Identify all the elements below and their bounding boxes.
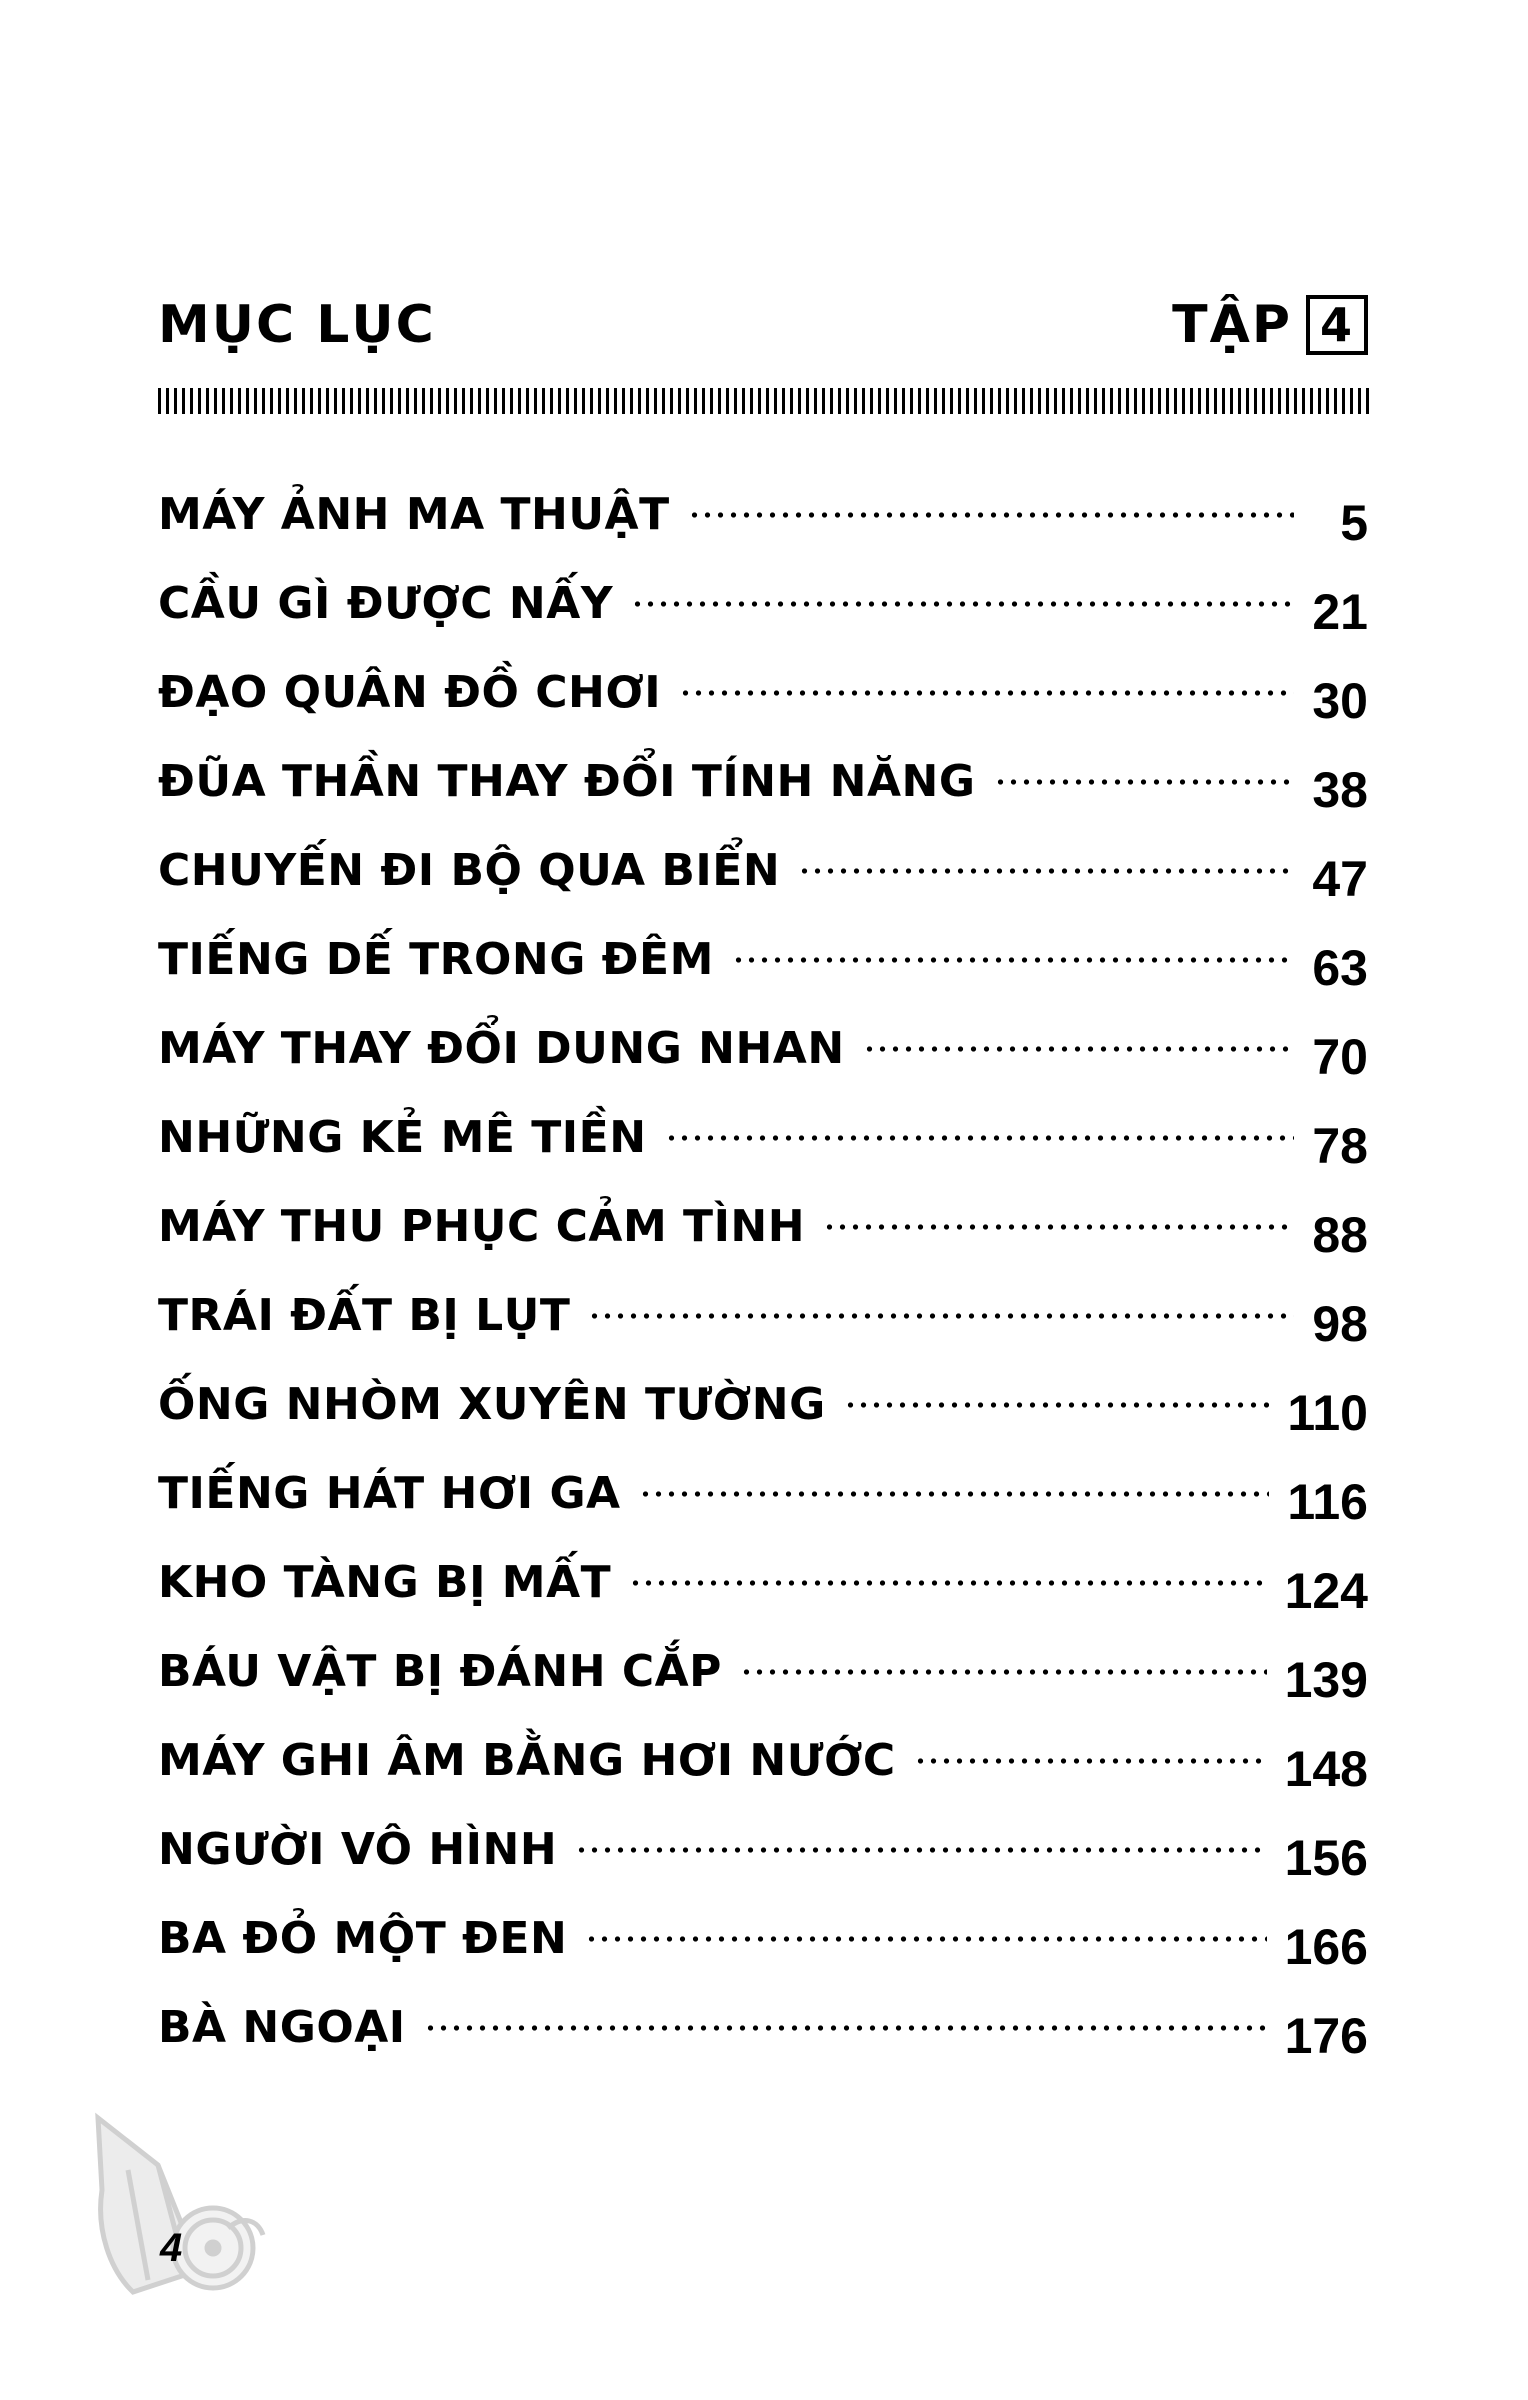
dot-leader <box>588 1313 1294 1319</box>
toc-entry-page: 124 <box>1284 1562 1368 1619</box>
toc-entry-page: 110 <box>1287 1384 1368 1441</box>
dot-leader <box>823 1224 1294 1230</box>
toc-entry-page: 88 <box>1312 1206 1368 1263</box>
toc-entry <box>158 1894 1368 1983</box>
toc-entry <box>158 470 1368 559</box>
toc-entry <box>158 1538 1368 1627</box>
dot-leader <box>844 1402 1270 1408</box>
toc-entry-title: ỐNG NHÒM XUYÊN TƯỜNG <box>158 1379 826 1430</box>
toc-entry-page: 98 <box>1312 1295 1368 1352</box>
header-divider <box>158 388 1370 414</box>
toc-entry-title: TIẾNG DẾ TRONG ĐÊM <box>158 934 714 985</box>
toc-entry-title: MÁY THAY ĐỔI DUNG NHAN <box>158 1023 845 1074</box>
toc-entry <box>158 1716 1368 1805</box>
toc-entry-page: 78 <box>1312 1117 1368 1174</box>
dot-leader <box>575 1847 1266 1853</box>
dot-leader <box>994 779 1295 785</box>
toc-entry-page: 148 <box>1284 1740 1368 1797</box>
toc-entry-title: MÁY THU PHỤC CẢM TÌNH <box>158 1201 806 1252</box>
volume-indicator <box>1172 295 1368 355</box>
toc-entry-title: NHỮNG KẺ MÊ TIỀN <box>158 1112 647 1163</box>
toc-entry-title: MÁY ẢNH MA THUẬT <box>158 489 670 540</box>
publisher-logo-icon <box>88 2110 268 2300</box>
dot-leader <box>798 868 1294 874</box>
page-number: 4 <box>160 2226 183 2270</box>
toc-entry <box>158 1093 1368 1182</box>
dot-leader <box>688 512 1294 518</box>
toc-entry-title: MÁY GHI ÂM BẰNG HƠI NƯỚC <box>158 1735 896 1786</box>
toc-entry <box>158 826 1368 915</box>
table-of-contents <box>158 470 1368 2072</box>
toc-entry-page: 63 <box>1312 939 1368 996</box>
dot-leader <box>629 1580 1266 1586</box>
toc-entry <box>158 1004 1368 1093</box>
toc-entry-page: 176 <box>1284 2007 1368 2064</box>
toc-entry <box>158 1271 1368 1360</box>
toc-entry-title: KHO TÀNG BỊ MẤT <box>158 1557 612 1608</box>
toc-entry <box>158 648 1368 737</box>
toc-entry <box>158 915 1368 1004</box>
toc-entry-page: 47 <box>1312 850 1368 907</box>
dot-leader <box>639 1491 1270 1497</box>
toc-entry-page: 156 <box>1284 1829 1368 1886</box>
toc-entry-page: 38 <box>1312 761 1368 818</box>
toc-entry <box>158 1627 1368 1716</box>
toc-entry-title: TRÁI ĐẤT BỊ LỤT <box>158 1290 571 1341</box>
toc-entry-title: BÁU VẬT BỊ ĐÁNH CẮP <box>158 1646 722 1697</box>
toc-entry-page: 139 <box>1284 1651 1368 1708</box>
toc-entry-page: 5 <box>1340 494 1368 551</box>
dot-leader <box>679 690 1294 696</box>
toc-entry-page: 30 <box>1312 672 1368 729</box>
toc-entry-title: CHUYẾN ĐI BỘ QUA BIỂN <box>158 845 781 896</box>
toc-entry-title: BÀ NGOẠI <box>158 2002 406 2053</box>
toc-entry <box>158 1983 1368 2072</box>
dot-leader <box>424 2025 1267 2031</box>
page-title: MỤC LỤC <box>158 295 436 355</box>
toc-entry-title: ĐẠO QUÂN ĐỒ CHƠI <box>158 667 662 718</box>
toc-entry-title: ĐŨA THẦN THAY ĐỔI TÍNH NĂNG <box>158 756 976 807</box>
dot-leader <box>585 1936 1266 1942</box>
dot-leader <box>732 957 1294 963</box>
toc-entry-page: 166 <box>1284 1918 1368 1975</box>
volume-label: TẬP <box>1172 295 1292 355</box>
dot-leader <box>665 1135 1294 1141</box>
toc-entry-page: 70 <box>1312 1028 1368 1085</box>
toc-entry <box>158 559 1368 648</box>
toc-entry <box>158 737 1368 826</box>
volume-number-box: 4 <box>1306 295 1368 355</box>
toc-entry <box>158 1360 1368 1449</box>
toc-entry-title: NGƯỜI VÔ HÌNH <box>158 1824 558 1875</box>
toc-entry-title: TIẾNG HÁT HƠI GA <box>158 1468 621 1519</box>
toc-entry <box>158 1182 1368 1271</box>
dot-leader <box>631 601 1294 607</box>
dot-leader <box>740 1669 1267 1675</box>
dot-leader <box>863 1046 1294 1052</box>
toc-entry <box>158 1449 1368 1538</box>
toc-entry-title: CẦU GÌ ĐƯỢC NẤY <box>158 578 614 629</box>
toc-entry <box>158 1805 1368 1894</box>
toc-entry-page: 116 <box>1287 1473 1368 1530</box>
toc-entry-title: BA ĐỎ MỘT ĐEN <box>158 1913 568 1964</box>
dot-leader <box>914 1758 1267 1764</box>
toc-entry-page: 21 <box>1312 583 1368 640</box>
